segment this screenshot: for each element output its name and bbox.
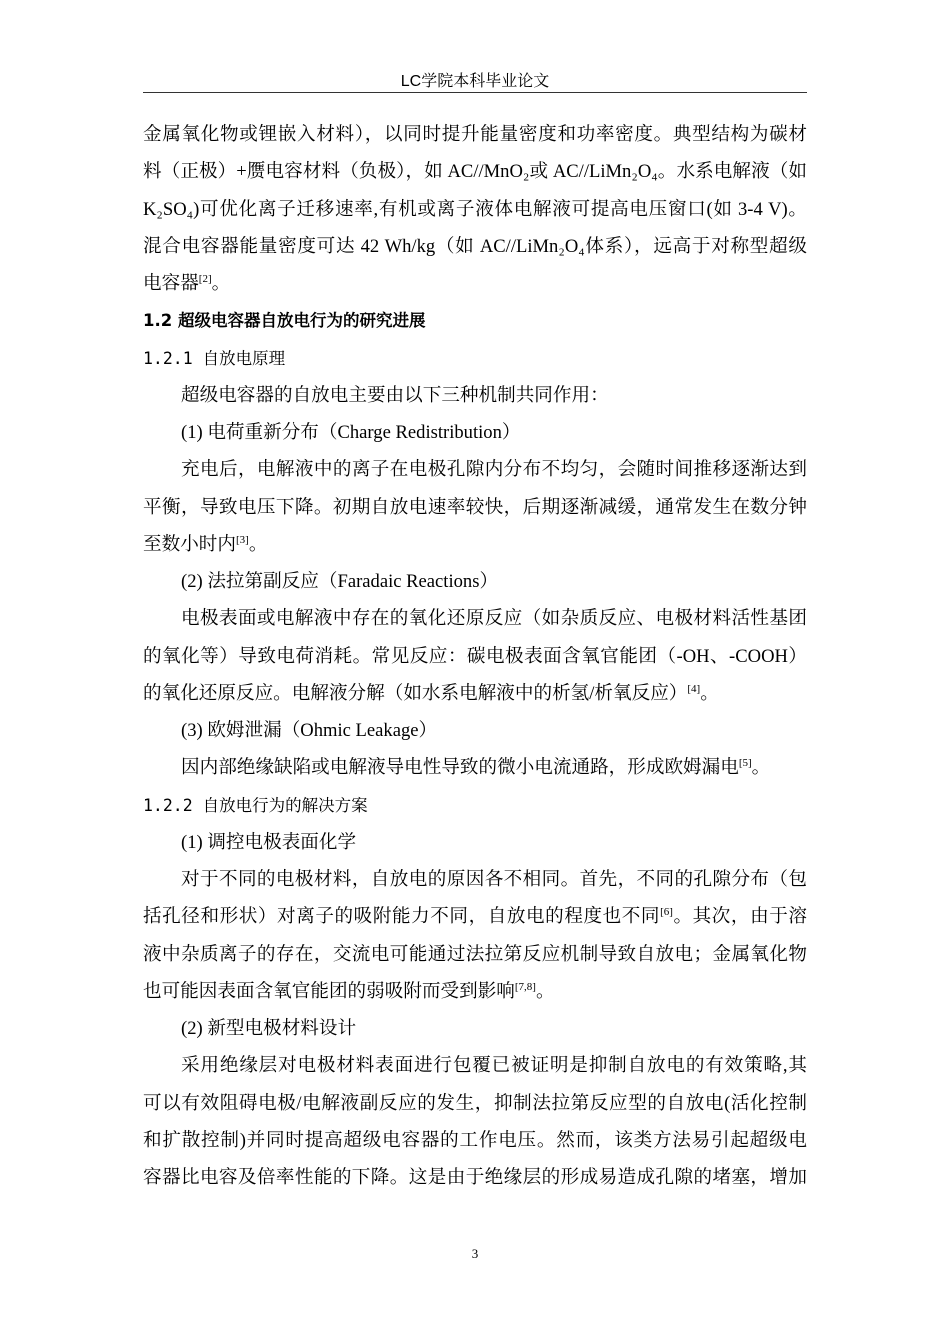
text-line [143, 600, 807, 637]
text-run: 电容器 [143, 273, 199, 294]
text-line [143, 973, 807, 1010]
text-run: 。其次，由于溶 [672, 906, 807, 928]
text-line [143, 489, 807, 526]
text-run: 因内部绝缘缺陷或电解液导电性导致的微小电流通路，形成欧姆漏电 [181, 757, 739, 779]
text-run: (1) 电荷重新分布（Charge Redistribution） [181, 422, 521, 443]
text-line [143, 936, 807, 973]
text-line [143, 898, 807, 935]
text-line [143, 191, 807, 228]
text-line [143, 1047, 807, 1084]
page-number: 3 [471, 1246, 479, 1261]
text-line [143, 712, 807, 749]
citation-ref: [5] [738, 757, 752, 770]
text-line [143, 377, 807, 414]
section-heading [143, 302, 807, 339]
text-run: 平衡，导致电压下降。初期自放电速率较快，后期逐渐减缓，通常发生在数分钟 [143, 496, 807, 518]
text-run: (2) 新型电极材料设计 [181, 1018, 357, 1039]
text-line [143, 638, 807, 675]
running-header: LC学院本科毕业论文 [400, 73, 550, 90]
text-line [143, 1085, 807, 1122]
header-rule [143, 92, 807, 93]
citation-ref: [3] [235, 533, 249, 546]
text-line [143, 563, 807, 600]
text-run: 。 [211, 273, 231, 294]
text-run: (2) 法拉第副反应（Faradaic Reactions） [181, 571, 499, 592]
text-run: 1.2.2 自放电行为的解决方案 [143, 795, 368, 815]
text-run: 。 [751, 757, 771, 779]
text-run: K₂SO₄)可优化离子迁移速率,有机或离子液体电解液可提高电压窗口(如 3-4 V)。 [143, 198, 807, 220]
text-line [143, 824, 807, 861]
text-line [143, 414, 807, 451]
text-line [143, 228, 807, 265]
citation-ref: [6] [660, 906, 673, 919]
text-line [143, 675, 807, 712]
text-run: 也可能因表面含氧官能团的弱吸附而受到影响 [143, 980, 515, 1002]
text-run: 至数小时内 [143, 533, 236, 555]
citation-ref: [7,8] [514, 980, 536, 993]
text-line [143, 116, 807, 153]
text-run: (1) 调控电极表面化学 [181, 831, 357, 853]
text-run: (3) 欧姆泄漏（Ohmic Leakage） [181, 720, 438, 741]
text-run: 液中杂质离子的存在，交流电可能通过法拉第反应机制导致自放电；金属氧化物 [143, 943, 807, 965]
document-body [143, 116, 807, 1196]
text-line [143, 1010, 807, 1047]
text-line [143, 451, 807, 488]
text-line [143, 749, 807, 786]
text-run: 括孔径和形状）对离子的吸附能力不同，自放电的程度也不同 [143, 906, 661, 928]
citation-ref: [2] [198, 273, 212, 285]
text-line [143, 153, 807, 190]
text-run: 对于不同的电极材料，自放电的原因各不相同。首先，不同的孔隙分布（包 [181, 869, 807, 890]
text-line [143, 1122, 807, 1159]
text-run: 的氧化等）导致电荷消耗。常见反应：碳电极表面含氧官能团（-OH、-COOH） [143, 645, 807, 667]
text-run: 可以有效阻碍电极/电解液副反应的发生，抑制法拉第反应型的自放电(活化控制 [143, 1092, 807, 1114]
text-run: 1.2 超级电容器自放电行为的研究进展 [143, 311, 426, 331]
text-run: 的氧化还原反应。电解液分解（如水系电解液中的析氢/析氧反应） [143, 682, 688, 704]
text-run: 料（正极）+赝电容材料（负极），如 AC//MnO₂或 AC//LiMn₂O₄。水系电解液（如 [143, 161, 807, 183]
text-run: 金属氧化物或锂嵌入材料），以同时提升能量密度和功率密度。典型结构为碳材 [143, 124, 807, 145]
text-run: 1.2.1 自放电原理 [143, 348, 286, 368]
text-run: 。 [700, 682, 719, 704]
text-run: 超级电容器的自放电主要由以下三种机制共同作用： [181, 384, 609, 406]
subsection-heading [143, 340, 807, 377]
subsection-heading [143, 787, 807, 824]
text-run: 充电后，电解液中的离子在电极孔隙内分布不均匀，会随时间推移逐渐达到 [181, 459, 807, 481]
text-line [143, 1159, 807, 1196]
text-run: 电极表面或电解液中存在的氧化还原反应（如杂质反应、电极材料活性基团 [181, 608, 807, 630]
citation-ref: [4] [687, 682, 701, 695]
text-line [143, 861, 807, 898]
text-line [143, 526, 807, 563]
text-run: 和扩散控制)并同时提高超级电容器的工作电压。然而，该类方法易引起超级电 [143, 1129, 807, 1151]
text-run: 混合电容器能量密度可达 42 Wh/kg（如 AC//LiMn₂O₄体系），远高于对称型超级 [143, 235, 807, 257]
text-run: 。 [535, 980, 555, 1002]
text-line [143, 265, 807, 302]
text-run: 采用绝缘层对电极材料表面进行包覆已被证明是抑制自放电的有效策略,其 [181, 1055, 807, 1077]
text-run: 容器比电容及倍率性能的下降。这是由于绝缘层的形成易造成孔隙的堵塞，增加 [143, 1167, 807, 1188]
text-run: 。 [248, 533, 268, 555]
